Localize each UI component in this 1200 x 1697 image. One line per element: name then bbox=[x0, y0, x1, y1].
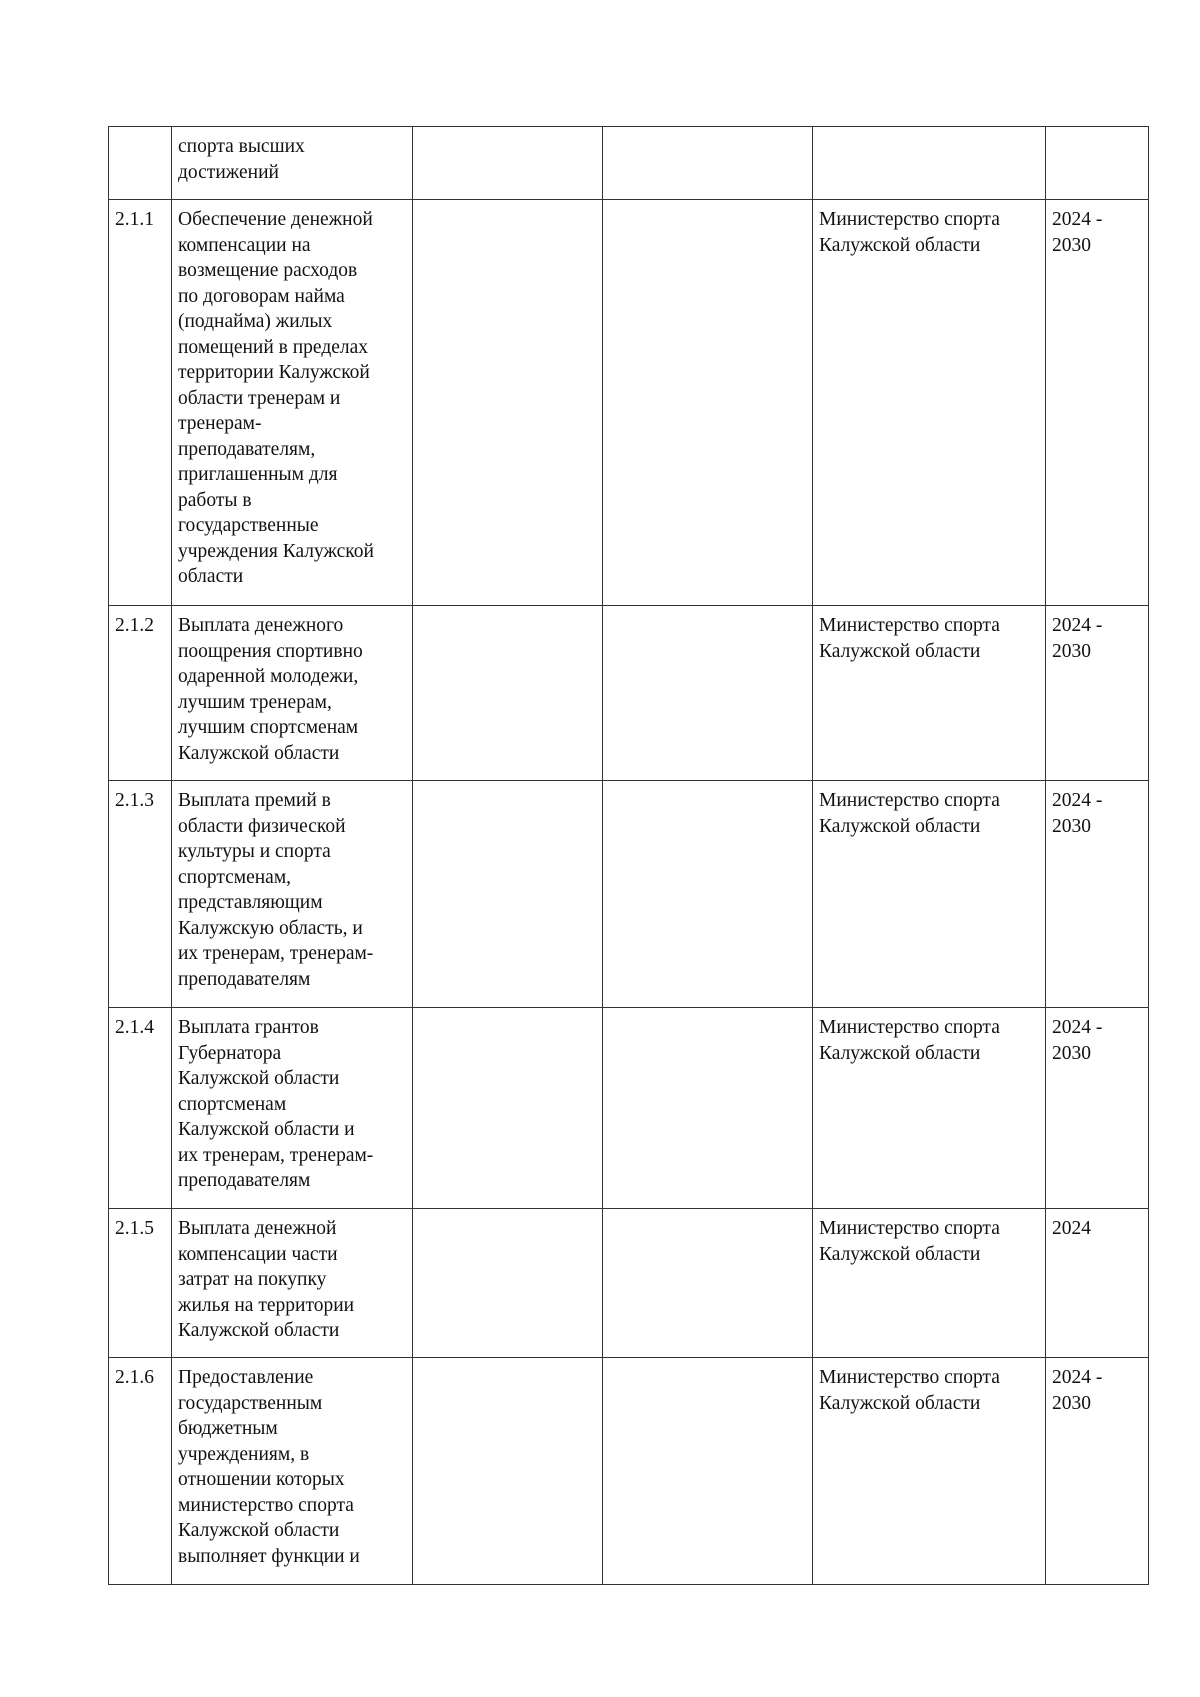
activity-name: Выплата премий в области физической культуры и спорта спортсменам, представляющим Калужскую область, и их тренерам, тренерам- преподавателям bbox=[172, 781, 413, 1008]
empty-cell-3 bbox=[413, 127, 603, 200]
empty-cell-4 bbox=[603, 781, 813, 1008]
activity-name: Предоставление государственным бюджетным учреждениям, в отношении которых министерство спорта Калужской области выполняет функции и bbox=[172, 1358, 413, 1585]
empty-cell-4 bbox=[603, 1008, 813, 1209]
row-number: 2.1.2 bbox=[109, 606, 172, 781]
empty-cell-4 bbox=[603, 1209, 813, 1358]
empty-cell-4 bbox=[603, 200, 813, 606]
period bbox=[1046, 127, 1149, 200]
empty-cell-3 bbox=[413, 1008, 603, 1209]
activity-name: Обеспечение денежной компенсации на возмещение расходов по договорам найма (поднайма) жилых помещений в пределах территории Калужской области тренерам и тренерам- преподавателям, приглашенным для работы в государственные учреждения Калужской области bbox=[172, 200, 413, 606]
row-number: 2.1.4 bbox=[109, 1008, 172, 1209]
empty-cell-3 bbox=[413, 1358, 603, 1585]
period: 2024 - 2030 bbox=[1046, 781, 1149, 1008]
activity-name: Выплата грантов Губернатора Калужской области спортсменам Калужской области и их тренерам, тренерам- преподавателям bbox=[172, 1008, 413, 1209]
table-row bbox=[109, 1209, 1149, 1358]
empty-cell-4 bbox=[603, 606, 813, 781]
empty-cell-4 bbox=[603, 1358, 813, 1585]
activity-name: Выплата денежной компенсации части затрат на покупку жилья на территории Калужской области bbox=[172, 1209, 413, 1358]
activity-name: Выплата денежного поощрения спортивно одаренной молодежи, лучшим тренерам, лучшим спортсменам Калужской области bbox=[172, 606, 413, 781]
executor bbox=[813, 127, 1046, 200]
period: 2024 bbox=[1046, 1209, 1149, 1358]
table-row bbox=[109, 781, 1149, 1008]
executor: Министерство спорта Калужской области bbox=[813, 1008, 1046, 1209]
table-row bbox=[109, 606, 1149, 781]
period: 2024 - 2030 bbox=[1046, 1358, 1149, 1585]
period: 2024 - 2030 bbox=[1046, 606, 1149, 781]
row-number: 2.1.3 bbox=[109, 781, 172, 1008]
executor: Министерство спорта Калужской области bbox=[813, 606, 1046, 781]
period: 2024 - 2030 bbox=[1046, 1008, 1149, 1209]
program-activities-table bbox=[108, 126, 1149, 1585]
empty-cell-3 bbox=[413, 606, 603, 781]
row-number bbox=[109, 127, 172, 200]
empty-cell-3 bbox=[413, 200, 603, 606]
table-row bbox=[109, 127, 1149, 200]
empty-cell-3 bbox=[413, 781, 603, 1008]
empty-cell-4 bbox=[603, 127, 813, 200]
period: 2024 - 2030 bbox=[1046, 200, 1149, 606]
row-number: 2.1.1 bbox=[109, 200, 172, 606]
row-number: 2.1.6 bbox=[109, 1358, 172, 1585]
table-row bbox=[109, 1008, 1149, 1209]
executor: Министерство спорта Калужской области bbox=[813, 1358, 1046, 1585]
row-number: 2.1.5 bbox=[109, 1209, 172, 1358]
empty-cell-3 bbox=[413, 1209, 603, 1358]
activity-name: спорта высших достижений bbox=[172, 127, 413, 200]
table-row bbox=[109, 1358, 1149, 1585]
executor: Министерство спорта Калужской области bbox=[813, 1209, 1046, 1358]
executor: Министерство спорта Калужской области bbox=[813, 781, 1046, 1008]
table-row bbox=[109, 200, 1149, 606]
executor: Министерство спорта Калужской области bbox=[813, 200, 1046, 606]
